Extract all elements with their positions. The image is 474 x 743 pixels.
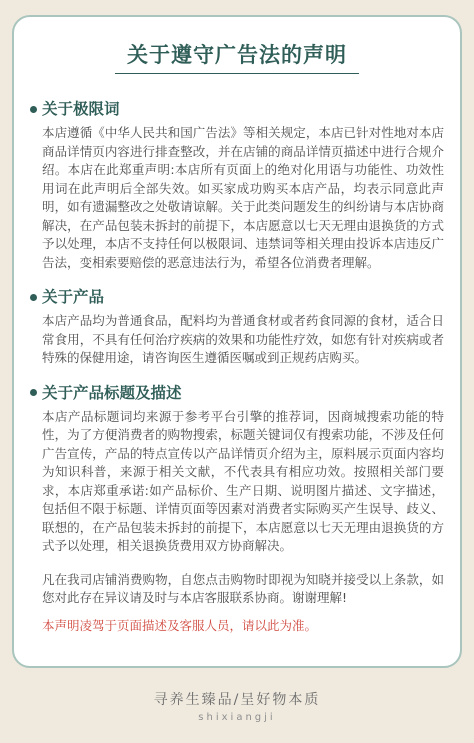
brand-slogan: 寻养生臻品/呈好物本质 [153, 692, 321, 708]
section-body: 本店产品标题词均来源于参考平台引擎的推荐词，因商城搜索功能的特性，为了方便消费者的购物搜索，标题关键词仅有搜索功能，不涉及任何广告宣传，产品的特点宣传以产品详情页介绍为主，原料展示页面内容均为知识科普，来源于相关文献，不代表具有相应功效。按照相关部门要求，本店郑重承诺:如产品标价、生产日期、说明图片描述、文字描述，包括但不限于标题、详情页面等因素对消费者实际购买产生误导、歧义、联想的，在产品包装未拆封的前提下，本店愿意以七天无理由退换货的方式予以处理，相关退换货费用双方协商解决。 [42, 408, 444, 553]
brand-pinyin: shixiangji [198, 712, 276, 723]
override-notice: 本声明凌驾于页面描述及客服人员，请以此为准。 [42, 617, 318, 633]
bullet-dot-icon [30, 106, 37, 113]
section-header [30, 99, 444, 119]
page-title: 关于遵守广告法的声明 [115, 39, 359, 74]
statement-content [30, 99, 444, 635]
section-products [30, 287, 444, 368]
title-area [14, 39, 460, 74]
footer [0, 690, 474, 726]
section-title: 关于产品标题及描述 [42, 383, 182, 402]
section-titles-descriptions [30, 383, 444, 556]
statement-card [12, 15, 462, 668]
bullet-dot-icon [30, 389, 37, 396]
section-body: 本店遵循《中华人民共和国广告法》等相关规定，本店已针对性地对本店商品详情页内容进行排查整改，并在店铺的商品详情页描述中进行合规介绍。本店在此郑重声明:本店所有页面上的绝对化用语与功能性、功效性用词在此声明后全部失效。如买家成功购买本店产品，均表示同意此声明，如有遗漏整改之处敬请谅解。关于此类问题发生的纠纷请与本店协商解决，在产品包装未拆封的前提下，本店愿意以七天无理由退换货的方式予以处理，本店不支持任何以极限词、违禁词等相关理由投诉本店违反广告法，变相索要赔偿的恶意违法行为，希望各位消费者理解。 [42, 125, 444, 270]
section-body: 本店产品均为普通食品，配料均为普通食材或者药食同源的食材，适合日常食用，不具有任何治疗疾病的效果和功能性疗效，如您有针对疾病或者特殊的保健用途，请咨询医生遵循医嘱或到正规药店购买。 [42, 313, 444, 365]
closing-paragraph: 凡在我司店铺消费购物，自您点击购物时即视为知晓并接受以上条款，如您对此存在异议请及时与本店客服联系协商。谢谢理解! [42, 571, 444, 605]
section-header [30, 383, 444, 403]
section-title: 关于产品 [42, 288, 105, 306]
bullet-dot-icon [30, 294, 37, 301]
section-extreme-words [30, 99, 444, 272]
section-title: 关于极限词 [42, 100, 120, 118]
section-header [30, 287, 444, 307]
